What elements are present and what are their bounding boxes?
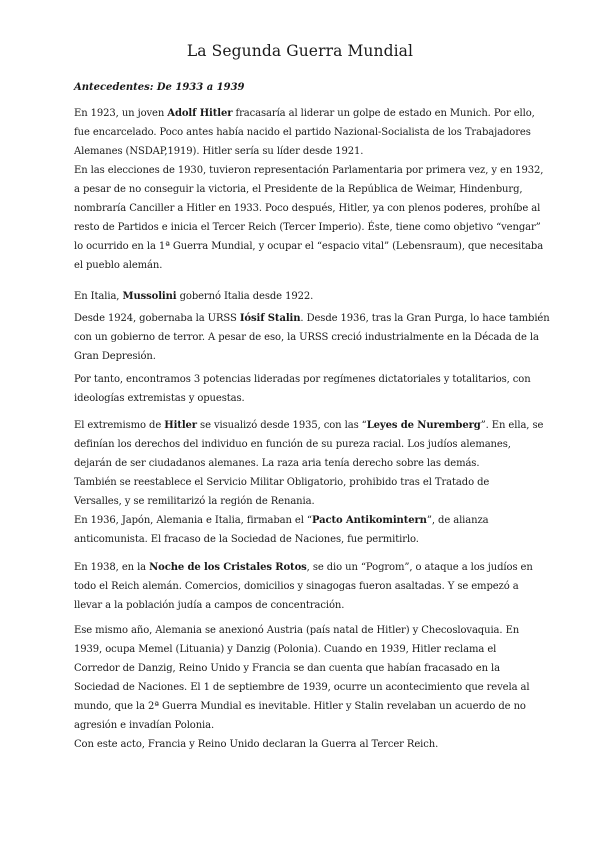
text-line bbox=[74, 640, 534, 659]
text-run: Sociedad de Naciones. El 1 de septiembre de 1939, ocurre un acontecimiento que revela al bbox=[74, 682, 530, 693]
text-line bbox=[74, 218, 541, 237]
text-run: En Italia, bbox=[74, 291, 123, 302]
text-run: dejarán de ser ciudadanos alemanes. La raza aria tenía derecho sobre las demás. bbox=[74, 458, 480, 469]
text-run: Gran Depresión. bbox=[74, 351, 156, 362]
text-run: con un gobierno de terror. A pesar de eso, la URSS creció industrialmente en la Década de la bbox=[74, 332, 539, 343]
text-run: . Desde 1936, tras la Gran Purga, lo hace también bbox=[300, 313, 550, 324]
text-run: mundo, que la 2ª Guerra Mundial es inevitable. Hitler y Stalin revelaban un acuerdo de no bbox=[74, 701, 526, 712]
text-line bbox=[74, 309, 550, 328]
text-run: fue encarcelado. Poco antes había nacido el partido Nazional-Socialista de los Trabajadores bbox=[74, 127, 531, 138]
text-run: nombraría Canciller a Hitler en 1933. Poco después, Hitler, ya con plenos poderes, prohíbe al bbox=[74, 203, 541, 214]
text-run: definían los derechos del individuo en función de su pureza racial. Los judíos alemanes, bbox=[74, 439, 511, 450]
paragraph-war-declaration bbox=[74, 621, 534, 754]
text-run: ”, de alianza bbox=[426, 515, 489, 526]
paragraph-stalin bbox=[74, 309, 550, 366]
bold-text: Leyes de Nuremberg bbox=[366, 420, 481, 431]
text-line bbox=[74, 678, 534, 697]
paragraph-three-powers bbox=[74, 370, 534, 408]
text-line bbox=[74, 328, 539, 347]
text-run: Ese mismo año, Alemania se anexionó Austria (país natal de Hitler) y Checoslovaquia. En bbox=[74, 625, 520, 636]
text-line bbox=[74, 370, 534, 389]
text-run: El extremismo de bbox=[74, 420, 165, 431]
text-run: En 1936, Japón, Alemania e Italia, firmaban el “ bbox=[74, 515, 312, 526]
paragraph-kristallnacht bbox=[74, 558, 534, 615]
bold-text: Mussolini bbox=[122, 291, 177, 302]
paragraph-mussolini bbox=[74, 287, 534, 306]
text-line bbox=[74, 558, 534, 577]
text-line bbox=[74, 237, 544, 256]
paragraph-hitler-rise bbox=[74, 104, 544, 275]
text-line bbox=[74, 492, 534, 511]
text-line bbox=[74, 716, 534, 735]
bold-text: Iósif Stalin bbox=[239, 313, 301, 324]
paragraph-nuremberg-laws bbox=[74, 416, 544, 549]
text-run: a pesar de no conseguir la victoria, el Presidente de la República de Weimar, Hindenburg, bbox=[74, 184, 523, 195]
text-run: 1939, ocupa Memel (Lituania) y Danzig (Polonia). Cuando en 1939, Hitler reclama el bbox=[74, 644, 497, 655]
text-run: Versalles, y se remilitarizó la región de Renania. bbox=[74, 496, 315, 507]
text-line bbox=[74, 104, 534, 123]
bold-text: Adolf Hitler bbox=[167, 108, 233, 119]
text-line bbox=[74, 389, 534, 408]
text-line bbox=[74, 473, 534, 492]
bold-text: Pacto Antikomintern bbox=[311, 515, 427, 526]
text-run: el pueblo alemán. bbox=[74, 260, 163, 271]
text-run: lo ocurrido en la 1ª Guerra Mundial, y ocupar el “espacio vital” (Lebensraum), que necesitaba bbox=[74, 241, 544, 252]
text-run: En 1923, un joven bbox=[74, 108, 168, 119]
text-line bbox=[74, 256, 534, 275]
text-line bbox=[74, 347, 534, 366]
text-line bbox=[74, 435, 534, 454]
text-run: ”. En ella, se bbox=[480, 420, 544, 431]
text-line bbox=[74, 199, 541, 218]
text-run: Corredor de Danzig, Reino Unido y Francia se dan cuenta que habían fracasado en la bbox=[74, 663, 501, 674]
document-title: La Segunda Guerra Mundial bbox=[186, 42, 414, 60]
bold-text: Noche de los Cristales Rotos bbox=[149, 562, 307, 573]
text-run: anticomunista. El fracaso de la Sociedad de Naciones, fue permitirlo. bbox=[74, 534, 419, 545]
text-run: , se dio un “Pogrom”, o ataque a los judíos en bbox=[306, 562, 533, 573]
text-line bbox=[74, 454, 534, 473]
section-subtitle: Antecedentes: De 1933 a 1939 bbox=[74, 82, 245, 93]
text-line bbox=[74, 577, 534, 596]
text-line bbox=[74, 161, 544, 180]
text-run: llevar a la población judía a campos de concentración. bbox=[74, 600, 345, 611]
text-run: ideologías extremistas y opuestas. bbox=[74, 393, 245, 404]
text-run: se visualizó desde 1935, con las “ bbox=[196, 420, 367, 431]
text-line bbox=[74, 180, 534, 199]
text-run: gobernó Italia desde 1922. bbox=[176, 291, 314, 302]
text-line bbox=[74, 697, 534, 716]
text-line bbox=[74, 659, 534, 678]
text-line bbox=[74, 287, 534, 306]
text-run: todo el Reich alemán. Comercios, domicilios y sinagogas fueron asaltadas. Y se empezó a bbox=[74, 581, 519, 592]
text-run: agresión e invadían Polonia. bbox=[74, 720, 215, 731]
text-line bbox=[74, 511, 534, 530]
text-run: fracasaría al liderar un golpe de estado en Munich. Por ello, bbox=[232, 108, 535, 119]
text-run: resto de Partidos e inicia el Tercer Reich (Tercer Imperio). Éste, tiene como objetivo “vengar” bbox=[74, 222, 541, 233]
bold-text: Hitler bbox=[164, 420, 197, 431]
text-run: Desde 1924, gobernaba la URSS bbox=[74, 313, 240, 324]
text-line bbox=[74, 123, 534, 142]
text-line bbox=[74, 530, 534, 549]
text-line bbox=[74, 416, 544, 435]
text-run: También se reestablece el Servicio Militar Obligatorio, prohibido tras el Tratado de bbox=[74, 477, 490, 488]
text-run: En las elecciones de 1930, tuvieron representación Parlamentaria por primera vez, y en 1932, bbox=[74, 165, 544, 176]
text-run: En 1938, en la bbox=[74, 562, 150, 573]
text-run: Alemanes (NSDAP,1919). Hitler sería su líder desde 1921. bbox=[74, 146, 364, 157]
text-line bbox=[74, 142, 534, 161]
text-line bbox=[74, 735, 534, 754]
text-line bbox=[74, 596, 534, 615]
text-run: Con este acto, Francia y Reino Unido declaran la Guerra al Tercer Reich. bbox=[74, 739, 439, 750]
text-line bbox=[74, 621, 534, 640]
text-run: Por tanto, encontramos 3 potencias lideradas por regímenes dictatoriales y totalitarios, con bbox=[74, 374, 531, 385]
